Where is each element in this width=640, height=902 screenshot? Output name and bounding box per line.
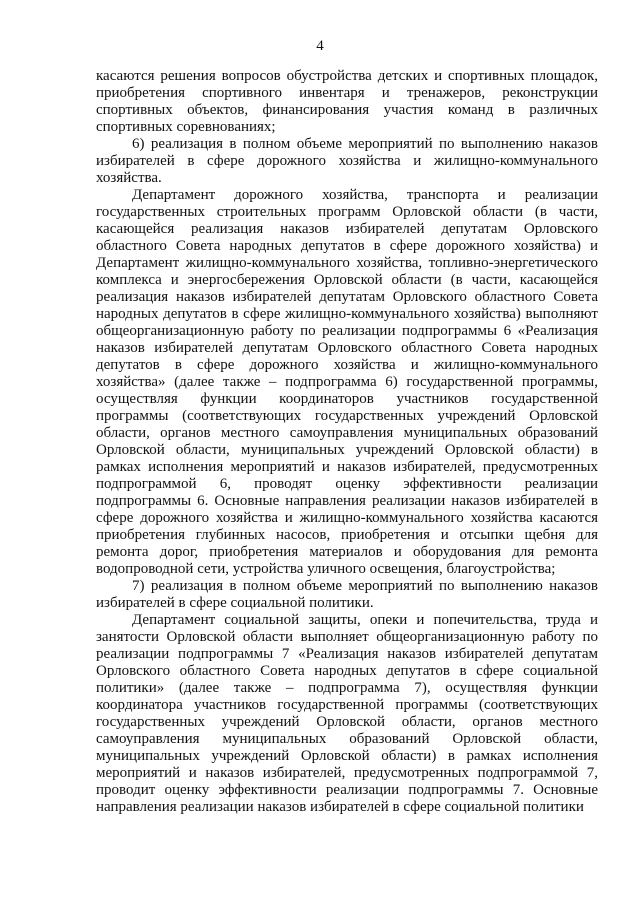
paragraph-item-6: 6) реализация в полном объеме мероприятий по выполнению наказов избирателей в сфере дорожного хозяйства и жилищно-коммунального хозяйства. bbox=[96, 136, 598, 186]
paragraph-item-7: 7) реализация в полном объеме мероприятий по выполнению наказов избирателей в сфере социальной политики. bbox=[96, 578, 598, 611]
paragraph-social-department: Департамент социальной защиты, опеки и попечительства, труда и занятости Орловской области выполняет общеорганизационную работу по реализации подпрограммы 7 «Реализация наказов избирателей депутатам Орловского областного Совета народных депутатов в сфере социальной политики» (далее также – подпрограмма 7), осуществляя функции координатора участников государственной программы (соответствующих государственных учреждений Орловской области, органов местного самоуправления муниципальных образований Орловской области, муниципальных учреждений Орловской области) в рамках исполнения мероприятий и наказов избирателей, предусмотренных подпрограммой 7, проводит оценку эффективности реализации подпрограммы 7. Основные направления реализации наказов избирателей в сфере социальной политики bbox=[96, 612, 598, 815]
document-body bbox=[96, 68, 598, 816]
paragraph-road-housing-departments: Департамент дорожного хозяйства, транспорта и реализации государственных строительных программ Орловской области (в части, касающейся реализация наказов избирателей депутатам Орловского областного Совета народных депутатов в сфере дорожного хозяйства) и Департамент жилищно-коммунального хозяйства, топливно-энергетического комплекса и энергосбережения Орловской области (в части, касающейся реализация наказов избирателей депутатам Орловского областного Совета народных депутатов в сфере жилищно-коммунального хозяйства) выполняют общеорганизационную работу по реализации подпрограммы 6 «Реализация наказов избирателей депутатам Орловского областного Совета народных депутатов в сфере дорожного хозяйства и жилищно-коммунального хозяйства» (далее также – подпрограмма 6) государственной программы, осуществляя функции координаторов участников государственной программы (соответствующих государственных учреждений Орловской области, органов местного самоуправления муниципальных образований Орловской области, муниципальных учреждений Орловской области) в рамках исполнения мероприятий и наказов избирателей, предусмотренных подпрограммой 6, проводят оценку эффективности реализации подпрограммы 6. Основные направления реализации наказов избирателей в сфере дорожного хозяйства и жилищно-коммунального хозяйства касаются приобретения глубинных насосов, приобретения и отсыпки щебня для ремонта дорог, приобретения материалов и оборудования для ремонта водопроводной сети, устройства уличного освещения, благоустройства; bbox=[96, 187, 598, 577]
paragraph-continuation: касаются решения вопросов обустройства детских и спортивных площадок, приобретения спортивного инвентаря и тренажеров, реконструкции спортивных объектов, финансирования участия команд в различных спортивных соревнованиях; bbox=[96, 68, 598, 135]
page-number: 4 bbox=[316, 38, 324, 54]
